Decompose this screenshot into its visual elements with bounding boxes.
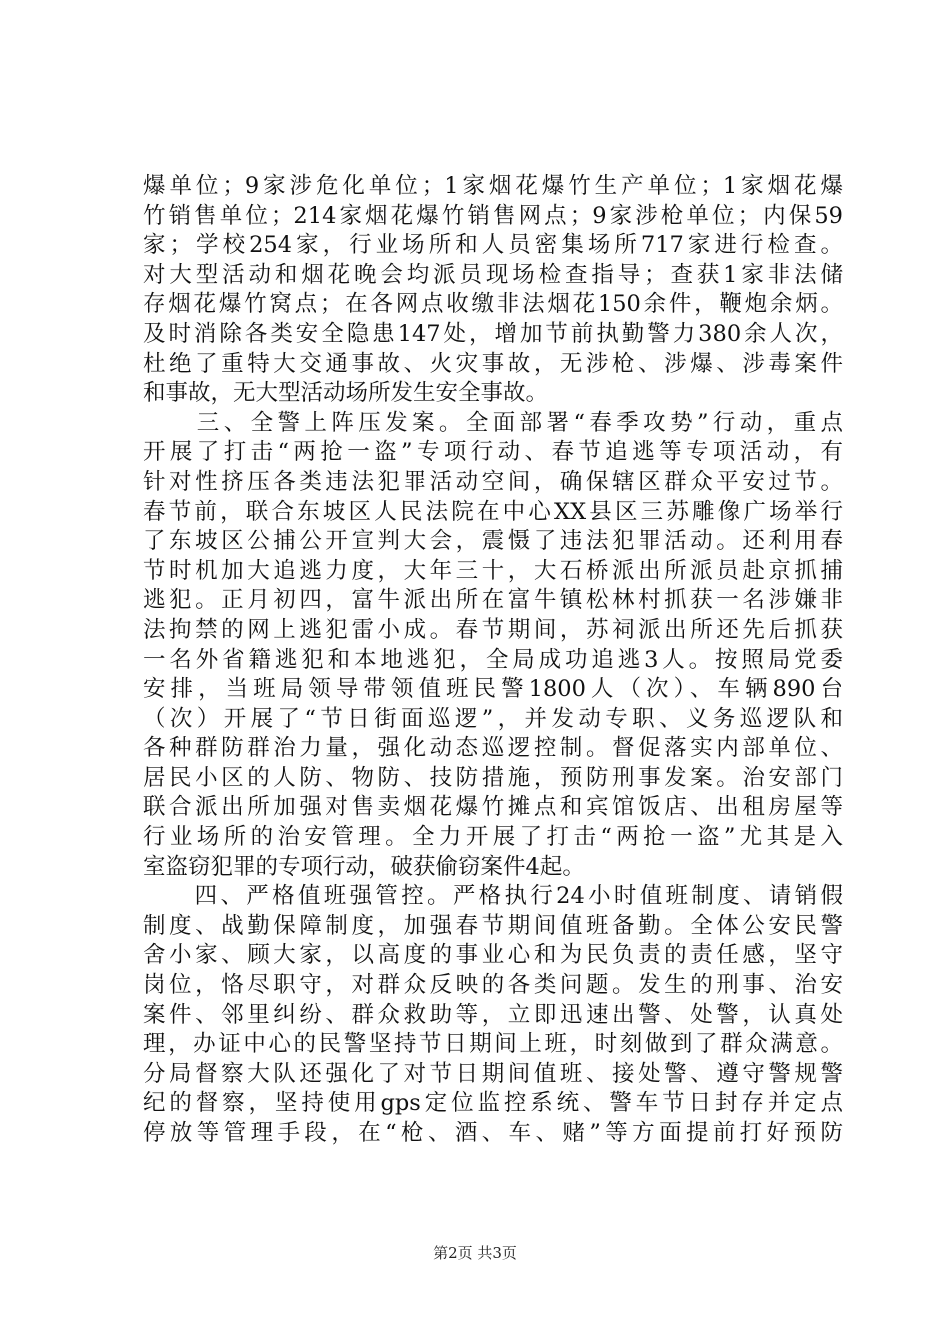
text-line: 及时消除各类安全隐患147处，增加节前执勤警力380余人次， (143, 320, 843, 347)
text-line: 杜绝了重特大交通事故、火灾事故，无涉枪、涉爆、涉毒案件 (143, 350, 843, 377)
text-line: 案件、邻里纠纷、群众救助等，立即迅速出警、处警，认真处 (143, 1001, 843, 1028)
text-line: 一名外省籍逃犯和本地逃犯，全局成功追逃3人。按照局党委 (143, 646, 843, 673)
text-line: 四、严格值班强管控。严格执行24小时值班制度、请销假 (143, 883, 843, 910)
text-line: 节时机加大追逃力度，大年三十，大石桥派出所派员赴京抓捕 (143, 557, 843, 584)
text-line: 行业场所的治安管理。全力开展了打击“两抢一盗”尤其是入 (143, 824, 843, 851)
text-line: 对大型活动和烟花晚会均派员现场检查指导；查获1家非法储 (143, 261, 843, 288)
text-line: 联合派出所加强对售卖烟花爆竹摊点和宾馆饭店、出租房屋等 (143, 794, 843, 821)
text-line: 理，办证中心的民警坚持节日期间上班，时刻做到了群众满意。 (143, 1031, 843, 1058)
text-line: 开展了打击“两抢一盗”专项行动、春节追逃等专项活动，有 (143, 439, 843, 466)
text-line: 了东坡区公捕公开宣判大会，震慑了违法犯罪活动。还利用春 (143, 528, 843, 555)
text-line: 逃犯。正月初四，富牛派出所在富牛镇松林村抓获一名涉嫌非 (143, 587, 843, 614)
text-line: 针对性挤压各类违法犯罪活动空间，确保辖区群众平安过节。 (143, 468, 843, 495)
text-line: 纪的督察，坚持使用gps定位监控系统、警车节日封存并定点 (143, 1090, 843, 1117)
body-text (143, 172, 843, 1149)
text-line: 家；学校254家，行业场所和人员密集场所717家进行检查。 (143, 232, 843, 259)
text-line: 分局督察大队还强化了对节日期间值班、接处警、遵守警规警 (143, 1060, 843, 1087)
text-line: 和事故，无大型活动场所发生安全事故。 (143, 380, 549, 407)
text-line: 制度、战勤保障制度，加强春节期间值班备勤。全体公安民警 (143, 912, 843, 939)
text-line: 各种群防群治力量，强化动态巡逻控制。督促落实内部单位、 (143, 735, 843, 762)
text-line: 室盗窃犯罪的专项行动，破获偷窃案件4起。 (143, 853, 585, 880)
text-line: 停放等管理手段，在“枪、酒、车、赌”等方面提前打好预防 (143, 1120, 843, 1146)
text-line: 法拘禁的网上逃犯雷小成。春节期间，苏祠派出所还先后抓获 (143, 616, 843, 643)
text-line: 舍小家、顾大家，以高度的事业心和为民负责的责任感，坚守 (143, 942, 843, 969)
text-line: 竹销售单位；214家烟花爆竹销售网点；9家涉枪单位；内保59 (143, 202, 843, 229)
text-line: 居民小区的人防、物防、技防措施，预防刑事发案。治安部门 (143, 764, 843, 791)
text-line: 春节前，联合东坡区人民法院在中心XX县区三苏雕像广场举行 (143, 498, 843, 525)
text-line: 岗位，恪尽职守，对群众反映的各类问题。发生的刑事、治安 (143, 972, 843, 999)
text-line: 爆单位；9家涉危化单位；1家烟花爆竹生产单位；1家烟花爆 (143, 173, 843, 199)
page-footer: 第2页 共3页 (433, 1244, 517, 1262)
text-line: （次）开展了“节日街面巡逻”，并发动专职、义务巡逻队和 (143, 705, 843, 732)
text-line: 安排，当班局领导带领值班民警1800人（次）、车辆890台 (143, 676, 843, 703)
text-line: 三、全警上阵压发案。全面部署“春季攻势”行动，重点 (143, 409, 843, 436)
text-line: 存烟花爆竹窝点；在各网点收缴非法烟花150余件，鞭炮余炳。 (143, 291, 843, 318)
